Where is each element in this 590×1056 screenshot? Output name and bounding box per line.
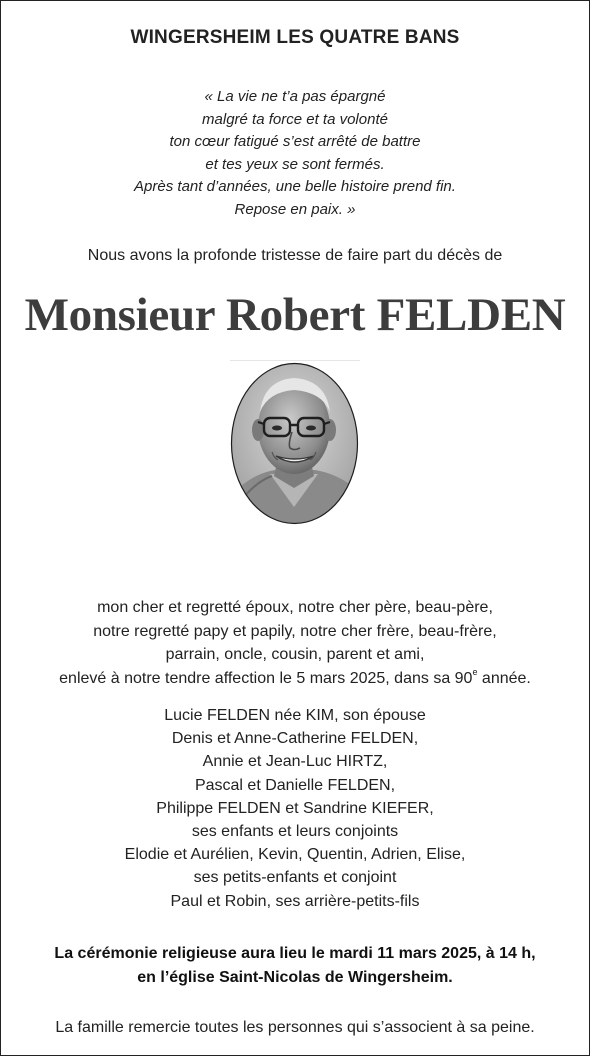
- ceremony-line: en l’église Saint-Nicolas de Wingersheim.: [137, 968, 453, 986]
- poem-line: « La vie ne t’a pas épargné: [204, 88, 386, 105]
- tribute-date-text: enlevé à notre tendre affection le 5 mars 2025, dans sa 90: [59, 669, 473, 687]
- poem: [0, 86, 590, 222]
- family-line: Paul et Robin, ses arrière-petits-fils: [170, 892, 420, 910]
- thanks-text: La famille remercie toutes les personnes qui s’associent à sa peine.: [55, 1019, 535, 1036]
- poem-line: ton cœur fatigué s’est arrêté de battre: [169, 133, 421, 151]
- tribute-text: [0, 596, 590, 690]
- announcement-intro: Nous avons la profonde tristesse de faire part du décès de: [87, 247, 503, 264]
- portrait-photo: [230, 362, 359, 525]
- family-list: [0, 704, 590, 913]
- family-line: Denis et Anne-Catherine FELDEN,: [171, 730, 419, 748]
- family-line: ses enfants et leurs conjoints: [191, 823, 399, 841]
- family-line: Lucie FELDEN née KIM, son épouse: [164, 707, 426, 724]
- deceased-name: Monsieur Robert FELDEN: [24, 289, 566, 341]
- family-line: Annie et Jean-Luc HIRTZ,: [202, 753, 388, 771]
- tribute-date-text-end: année.: [477, 669, 531, 687]
- poem-line: malgré ta force et ta volonté: [202, 110, 388, 128]
- poem-line: et tes yeux se sont fermés.: [205, 155, 385, 173]
- family-line: Philippe FELDEN et Sandrine KIEFER,: [156, 799, 434, 817]
- ceremony-info: [0, 942, 590, 989]
- tribute-line: notre regretté papy et papily, notre cher frère, beau-frère,: [93, 622, 497, 640]
- tribute-line: mon cher et regretté époux, notre cher père, beau-père,: [97, 599, 493, 616]
- poem-line: Repose en paix. »: [234, 200, 356, 218]
- tribute-line: parrain, oncle, cousin, parent et ami,: [165, 646, 425, 663]
- family-line: ses petits-enfants et conjoint: [193, 869, 397, 887]
- tribute-line-date: [0, 667, 590, 691]
- poem-line: Après tant d’années, une belle histoire prend fin.: [134, 178, 456, 196]
- family-line: Pascal et Danielle FELDEN,: [194, 776, 396, 794]
- location-heading: WINGERSHEIM LES QUATRE BANS: [130, 27, 460, 48]
- ordinal-suffix: e: [472, 667, 478, 678]
- divider: [230, 360, 360, 361]
- ceremony-line: La cérémonie religieuse aura lieu le mardi 11 mars 2025, à 14 h,: [54, 945, 536, 962]
- family-line: Elodie et Aurélien, Kevin, Quentin, Adrien, Elise,: [124, 846, 466, 864]
